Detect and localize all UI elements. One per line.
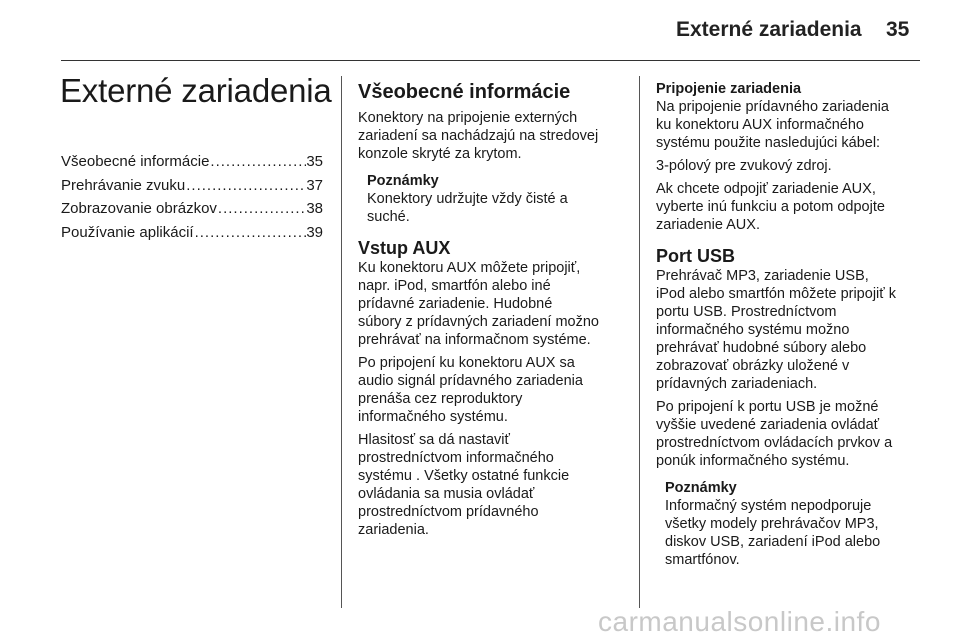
toc-entry-label: Všeobecné informácie	[61, 153, 210, 170]
column-divider-2	[639, 76, 640, 608]
connecting-paragraph-3: Ak chcete odpojiť zariadenie AUX, vyberte inú funkciu a potom odpojte zariadenie AUX.	[656, 181, 885, 233]
toc-entry[interactable]	[61, 197, 323, 221]
toc-entry[interactable]	[61, 174, 323, 198]
aux-paragraph-1: Ku konektoru AUX môžete pripojiť, napr. iPod, smartfón alebo iné prídavné zariadenie. Hudobné súbory z prídavných zariadení možno prehrávať na informačnom systéme.	[358, 260, 599, 348]
toc-entry[interactable]	[61, 221, 323, 245]
table-of-contents	[61, 150, 323, 244]
note-title: Poznámky	[665, 480, 737, 496]
section-heading-usb: Port USB	[656, 246, 736, 266]
running-header-title: Externé zariadenia	[676, 18, 862, 41]
usb-paragraph-2: Po pripojení k portu USB je možné vyššie uvedené zariadenia ovládať prostredníctvom ovládacích prvkov a ponúk informačného systému.	[656, 399, 893, 469]
general-intro: Konektory na pripojenie externých zariadení sa nachádzajú na stredovej konzole skryté za krytom.	[358, 110, 599, 162]
middle-column	[358, 80, 630, 539]
toc-entry-page: 38	[306, 200, 323, 217]
toc-entry-label: Prehrávanie zvuku	[61, 176, 186, 194]
section-heading-connecting: Pripojenie zariadenia	[656, 81, 802, 97]
watermark: carmanualsonline.info	[598, 606, 881, 637]
toc-leader	[209, 150, 306, 174]
note-title: Poznámky	[367, 173, 439, 189]
toc-entry-page: 39	[306, 223, 323, 241]
column-divider-1	[341, 76, 342, 608]
note-text: Informačný systém nepodporuje všetky modely prehrávačov MP3, diskov USB, zariadení iPod alebo smartfónov.	[665, 498, 881, 568]
aux-paragraph-2: Po pripojení ku konektoru AUX sa audio signál prídavného zariadenia prenáša cez reproduktory informačného systému.	[358, 355, 583, 425]
right-column	[656, 80, 928, 569]
connecting-paragraph-2: 3-pólový pre zvukový zdroj.	[656, 158, 832, 174]
toc-entry-label: Zobrazovanie obrázkov	[61, 200, 217, 217]
note-text: Konektory udržujte vždy čisté a suché.	[367, 191, 568, 225]
aux-paragraph-3: Hlasitosť sa dá nastaviť prostredníctvom informačného systému . Všetky ostatné funkcie ovládania sa musia ovládať prostredníctvom prídavného zariadenia.	[358, 432, 570, 538]
section-heading-aux: Vstup AUX	[358, 238, 451, 258]
page-number: 35	[886, 18, 910, 41]
toc-leader	[217, 197, 306, 221]
note-box	[656, 479, 928, 569]
usb-paragraph-1: Prehrávač MP3, zariadenie USB, iPod alebo smartfón môžete pripojiť k portu USB. Prostredníctvom informačného systému možno prehrávať hudobné súbory alebo zobrazovať obrázky uložené v prídavných zariadeniach.	[656, 268, 896, 392]
toc-entry[interactable]	[61, 150, 323, 174]
connecting-paragraph-1: Na pripojenie prídavného zariadenia ku konektoru AUX informačného systému použite nasledujúci kábel:	[656, 99, 889, 151]
note-box	[358, 172, 630, 226]
header-divider	[61, 60, 920, 61]
toc-leader	[185, 174, 306, 198]
section-heading-general: Všeobecné informácie	[358, 81, 571, 103]
toc-entry-page: 35	[306, 153, 323, 170]
toc-entry-page: 37	[306, 176, 323, 194]
chapter-title: Externé zariadenia	[60, 72, 332, 109]
toc-entry-label: Používanie aplikácií	[61, 223, 194, 241]
toc-leader	[194, 221, 307, 245]
